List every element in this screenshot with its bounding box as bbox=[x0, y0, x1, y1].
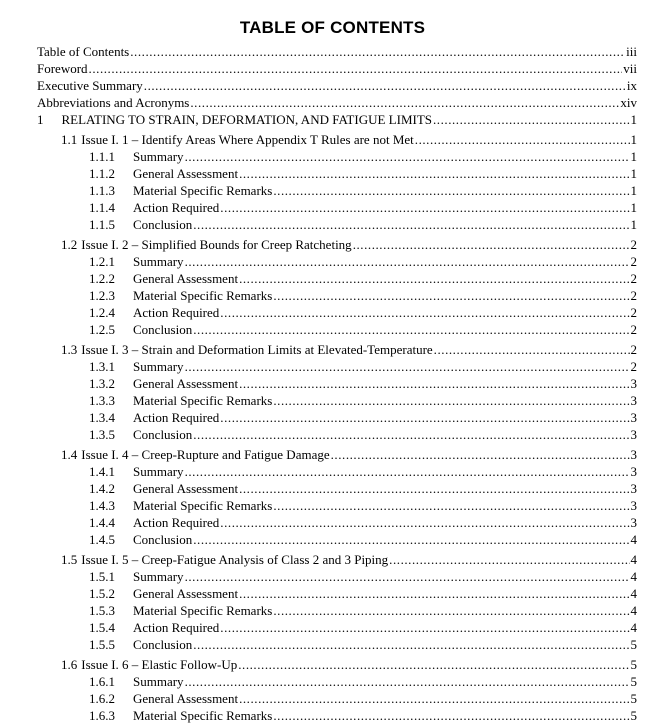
toc-entry[interactable] bbox=[37, 77, 637, 94]
dot-leader bbox=[433, 111, 630, 128]
toc-entry[interactable] bbox=[61, 551, 637, 568]
toc-entry-page: 1 bbox=[630, 166, 637, 181]
toc-entry-title: Conclusion bbox=[133, 427, 193, 442]
toc-entry-page: 3 bbox=[630, 464, 637, 479]
toc-entry-number: 1.1.3 bbox=[89, 183, 115, 198]
toc-entry-page: 1 bbox=[630, 183, 637, 198]
toc-entry-title: Issue I. 4 – Creep-Rupture and Fatigue Damage bbox=[81, 447, 330, 462]
toc-entry-page: 1 bbox=[630, 217, 637, 232]
toc-entry-page: 4 bbox=[630, 532, 637, 547]
toc-entry-page: iii bbox=[626, 44, 637, 59]
dot-leader bbox=[220, 304, 629, 321]
toc-entry-title: Material Specific Remarks bbox=[133, 183, 273, 198]
toc-entry[interactable] bbox=[89, 690, 637, 707]
toc-entry-page: 4 bbox=[630, 586, 637, 601]
toc-entry-number: 1.4.2 bbox=[89, 481, 115, 496]
toc-entry-page: 3 bbox=[630, 410, 637, 425]
toc-entry-title: Issue I. 5 – Creep-Fatigue Analysis of Class 2 and 3 Piping bbox=[81, 552, 389, 567]
toc-entry-number: 1.3.5 bbox=[89, 427, 115, 442]
dot-leader bbox=[185, 358, 630, 375]
toc-entry[interactable] bbox=[89, 568, 637, 585]
toc-entry-title: Summary bbox=[133, 254, 184, 269]
toc-entry[interactable] bbox=[61, 131, 637, 148]
toc-entry-page: 4 bbox=[630, 569, 637, 584]
toc-entry[interactable] bbox=[89, 304, 637, 321]
dot-leader bbox=[238, 656, 629, 673]
toc-entry-number: 1.2 bbox=[61, 237, 78, 252]
toc-entry-number: 1.1.1 bbox=[89, 149, 115, 164]
toc-entry[interactable] bbox=[61, 341, 637, 358]
toc-entry[interactable] bbox=[89, 148, 637, 165]
toc-entry-page: 2 bbox=[630, 359, 637, 374]
toc-entry-page: 3 bbox=[630, 498, 637, 513]
toc-entry-title: Material Specific Remarks bbox=[133, 288, 273, 303]
toc-entry-page: 1 bbox=[630, 112, 637, 127]
dot-leader bbox=[193, 426, 629, 443]
toc-entry-number: 1.6.3 bbox=[89, 708, 115, 723]
toc-entry-title: General Assessment bbox=[133, 376, 239, 391]
toc-entry-title: General Assessment bbox=[133, 166, 239, 181]
toc-entry-number: 1.1.2 bbox=[89, 166, 115, 181]
toc-entry-number: 1.5.1 bbox=[89, 569, 115, 584]
dot-leader bbox=[273, 707, 629, 724]
toc-entry-page: 2 bbox=[630, 254, 637, 269]
toc-entry-number: 1.6 bbox=[61, 657, 78, 672]
dot-leader bbox=[273, 392, 629, 409]
toc-entry[interactable] bbox=[89, 585, 637, 602]
toc-entry-number: 1.4.1 bbox=[89, 464, 115, 479]
toc-entry[interactable] bbox=[89, 636, 637, 653]
toc-entry-number: 1.2.1 bbox=[89, 254, 115, 269]
toc-entry[interactable] bbox=[61, 656, 637, 673]
toc-entry-title: Material Specific Remarks bbox=[133, 603, 273, 618]
toc-entry-number: 1.4.4 bbox=[89, 515, 115, 530]
toc-entry[interactable] bbox=[89, 182, 637, 199]
toc-entry-title: Action Required bbox=[133, 200, 220, 215]
toc-entry-number: 1.5.4 bbox=[89, 620, 115, 635]
toc-entry-title: Material Specific Remarks bbox=[133, 393, 273, 408]
toc-entry[interactable] bbox=[89, 480, 637, 497]
toc-entry-number: 1.2.5 bbox=[89, 322, 115, 337]
toc-entry-title: Action Required bbox=[133, 410, 220, 425]
toc-entry[interactable] bbox=[89, 165, 637, 182]
toc-entry-number: 1.3 bbox=[61, 342, 78, 357]
dot-leader bbox=[415, 131, 630, 148]
toc-entry-page: 3 bbox=[630, 447, 637, 462]
toc-entry-title: Foreword bbox=[37, 61, 88, 76]
toc-entry[interactable] bbox=[89, 270, 637, 287]
toc-entry-number: 1.4 bbox=[61, 447, 78, 462]
toc-entry-number: 1.5.2 bbox=[89, 586, 115, 601]
toc-entry-title: General Assessment bbox=[133, 271, 239, 286]
dot-leader bbox=[273, 497, 629, 514]
toc-entry-number: 1.5.3 bbox=[89, 603, 115, 618]
toc-entry-number: 1.2.3 bbox=[89, 288, 115, 303]
toc-entry-title: Abbreviations and Acronyms bbox=[37, 95, 190, 110]
dot-leader bbox=[185, 463, 630, 480]
toc-entry[interactable] bbox=[89, 514, 637, 531]
toc-entry-page: 2 bbox=[630, 271, 637, 286]
toc-entry-page: ix bbox=[626, 78, 637, 93]
toc-entry-title: Action Required bbox=[133, 620, 220, 635]
dot-leader bbox=[193, 321, 629, 338]
toc-entry-number: 1.2.4 bbox=[89, 305, 115, 320]
toc-entry[interactable] bbox=[89, 707, 637, 724]
toc-entry-title: Summary bbox=[133, 674, 184, 689]
toc-entry[interactable] bbox=[89, 463, 637, 480]
dot-leader bbox=[389, 551, 629, 568]
toc-entry-page: 4 bbox=[630, 603, 637, 618]
toc-entry-title: Issue I. 3 – Strain and Deformation Limits at Elevated-Temperature bbox=[81, 342, 433, 357]
dot-leader bbox=[273, 287, 629, 304]
dot-leader bbox=[190, 94, 619, 111]
dot-leader bbox=[130, 43, 625, 60]
toc-entry-title: Issue I. 1 – Identify Areas Where Appendix T Rules are not Met bbox=[81, 132, 414, 147]
dot-leader bbox=[331, 446, 630, 463]
dot-leader bbox=[185, 568, 630, 585]
toc-entry[interactable] bbox=[89, 253, 637, 270]
toc-entry-number: 1.3.2 bbox=[89, 376, 115, 391]
toc-entry[interactable] bbox=[37, 111, 637, 128]
toc-entry[interactable] bbox=[37, 43, 637, 60]
dot-leader bbox=[220, 619, 629, 636]
dot-leader bbox=[220, 514, 629, 531]
toc-entry-page: 2 bbox=[630, 237, 637, 252]
toc-entry-page: 5 bbox=[630, 674, 637, 689]
toc-entry-title: Conclusion bbox=[133, 532, 193, 547]
dot-leader bbox=[89, 60, 623, 77]
toc-entry-title: General Assessment bbox=[133, 481, 239, 496]
toc-entry-number: 1.6.1 bbox=[89, 674, 115, 689]
toc-entry-title: Issue I. 2 – Simplified Bounds for Creep Ratcheting bbox=[81, 237, 352, 252]
toc-entry-title: Issue I. 6 – Elastic Follow-Up bbox=[81, 657, 238, 672]
toc-entry-number: 1.5 bbox=[61, 552, 78, 567]
toc-entry-page: xiv bbox=[620, 95, 637, 110]
toc-entry-title: RELATING TO STRAIN, DEFORMATION, AND FATIGUE LIMITS bbox=[61, 112, 432, 127]
toc-entry[interactable] bbox=[89, 619, 637, 636]
dot-leader bbox=[239, 375, 629, 392]
toc-entry-number: 1.6.2 bbox=[89, 691, 115, 706]
toc-entry[interactable] bbox=[89, 531, 637, 548]
dot-leader bbox=[273, 602, 629, 619]
toc-entry-number: 1.2.2 bbox=[89, 271, 115, 286]
toc-entry-page: 3 bbox=[630, 376, 637, 391]
toc-entry[interactable] bbox=[89, 497, 637, 514]
dot-leader bbox=[193, 531, 629, 548]
dot-leader bbox=[185, 148, 630, 165]
toc-entry-number: 1 bbox=[37, 112, 44, 127]
toc-entry-title: Conclusion bbox=[133, 637, 193, 652]
toc-entry[interactable] bbox=[89, 358, 637, 375]
toc-entry-title: Summary bbox=[133, 569, 184, 584]
dot-leader bbox=[220, 199, 629, 216]
toc-entry-title: General Assessment bbox=[133, 586, 239, 601]
toc-entry-page: 1 bbox=[630, 200, 637, 215]
dot-leader bbox=[185, 673, 630, 690]
toc-entry-page: 5 bbox=[630, 637, 637, 652]
toc-entry-number: 1.3.4 bbox=[89, 410, 115, 425]
dot-leader bbox=[434, 341, 630, 358]
toc-entry-number: 1.1.5 bbox=[89, 217, 115, 232]
toc-entry[interactable] bbox=[37, 60, 637, 77]
dot-leader bbox=[193, 216, 629, 233]
toc-entry-number: 1.3.3 bbox=[89, 393, 115, 408]
toc-entry[interactable] bbox=[61, 236, 637, 253]
toc-entry-title: Material Specific Remarks bbox=[133, 708, 273, 723]
toc-entry[interactable] bbox=[89, 199, 637, 216]
toc-entry[interactable] bbox=[61, 446, 637, 463]
dot-leader bbox=[185, 253, 630, 270]
toc-entry[interactable] bbox=[89, 321, 637, 338]
toc-entry-number: 1.5.5 bbox=[89, 637, 115, 652]
toc-entry[interactable] bbox=[89, 287, 637, 304]
dot-leader bbox=[144, 77, 626, 94]
toc-entry[interactable] bbox=[89, 426, 637, 443]
dot-leader bbox=[239, 585, 629, 602]
toc-entry[interactable] bbox=[89, 392, 637, 409]
toc-entry-number: 1.1.4 bbox=[89, 200, 115, 215]
toc-entry-page: 1 bbox=[630, 149, 637, 164]
toc-entry-title: Conclusion bbox=[133, 217, 193, 232]
toc-entry-title: Action Required bbox=[133, 305, 220, 320]
dot-leader bbox=[239, 165, 629, 182]
toc-entry-number: 1.4.3 bbox=[89, 498, 115, 513]
toc-entry-page: 5 bbox=[630, 691, 637, 706]
toc-entry[interactable] bbox=[89, 409, 637, 426]
page-title: TABLE OF CONTENTS bbox=[239, 18, 426, 37]
toc-entry-page: 2 bbox=[630, 342, 637, 357]
dot-leader bbox=[353, 236, 630, 253]
toc-entry-title: Summary bbox=[133, 464, 184, 479]
toc-entry-number: 1.4.5 bbox=[89, 532, 115, 547]
toc-entry[interactable] bbox=[89, 673, 637, 690]
toc-entry-number: 1.3.1 bbox=[89, 359, 115, 374]
dot-leader bbox=[239, 480, 629, 497]
toc-entry-page: 1 bbox=[630, 132, 637, 147]
dot-leader bbox=[239, 270, 629, 287]
toc-entry[interactable] bbox=[89, 602, 637, 619]
toc-entry-title: General Assessment bbox=[133, 691, 239, 706]
toc-entry-page: 3 bbox=[630, 481, 637, 496]
toc-entry-page: 3 bbox=[630, 515, 637, 530]
toc-entry-title: Material Specific Remarks bbox=[133, 498, 273, 513]
toc-entry-number: 1.1 bbox=[61, 132, 78, 147]
dot-leader bbox=[239, 690, 629, 707]
toc-entry-title: Summary bbox=[133, 359, 184, 374]
toc-entry-title: Summary bbox=[133, 149, 184, 164]
toc-entry-page: 3 bbox=[630, 427, 637, 442]
toc-entry[interactable] bbox=[37, 94, 637, 111]
toc-entry-title: Action Required bbox=[133, 515, 220, 530]
toc-entry-page: 3 bbox=[630, 393, 637, 408]
toc-entry[interactable] bbox=[89, 375, 637, 392]
toc-entry-page: vii bbox=[623, 61, 637, 76]
toc-entry-page: 4 bbox=[630, 552, 637, 567]
toc-entry-page: 2 bbox=[630, 288, 637, 303]
toc-entry-page: 2 bbox=[630, 305, 637, 320]
toc-entry[interactable] bbox=[89, 216, 637, 233]
dot-leader bbox=[193, 636, 629, 653]
dot-leader bbox=[220, 409, 629, 426]
toc-entry-page: 5 bbox=[630, 708, 637, 723]
toc-entry-title: Conclusion bbox=[133, 322, 193, 337]
toc-entry-title: Executive Summary bbox=[37, 78, 143, 93]
toc-entry-page: 2 bbox=[630, 322, 637, 337]
toc-entry-page: 5 bbox=[630, 657, 637, 672]
dot-leader bbox=[273, 182, 629, 199]
toc-entry-title: Table of Contents bbox=[37, 44, 130, 59]
toc-entry-page: 4 bbox=[630, 620, 637, 635]
